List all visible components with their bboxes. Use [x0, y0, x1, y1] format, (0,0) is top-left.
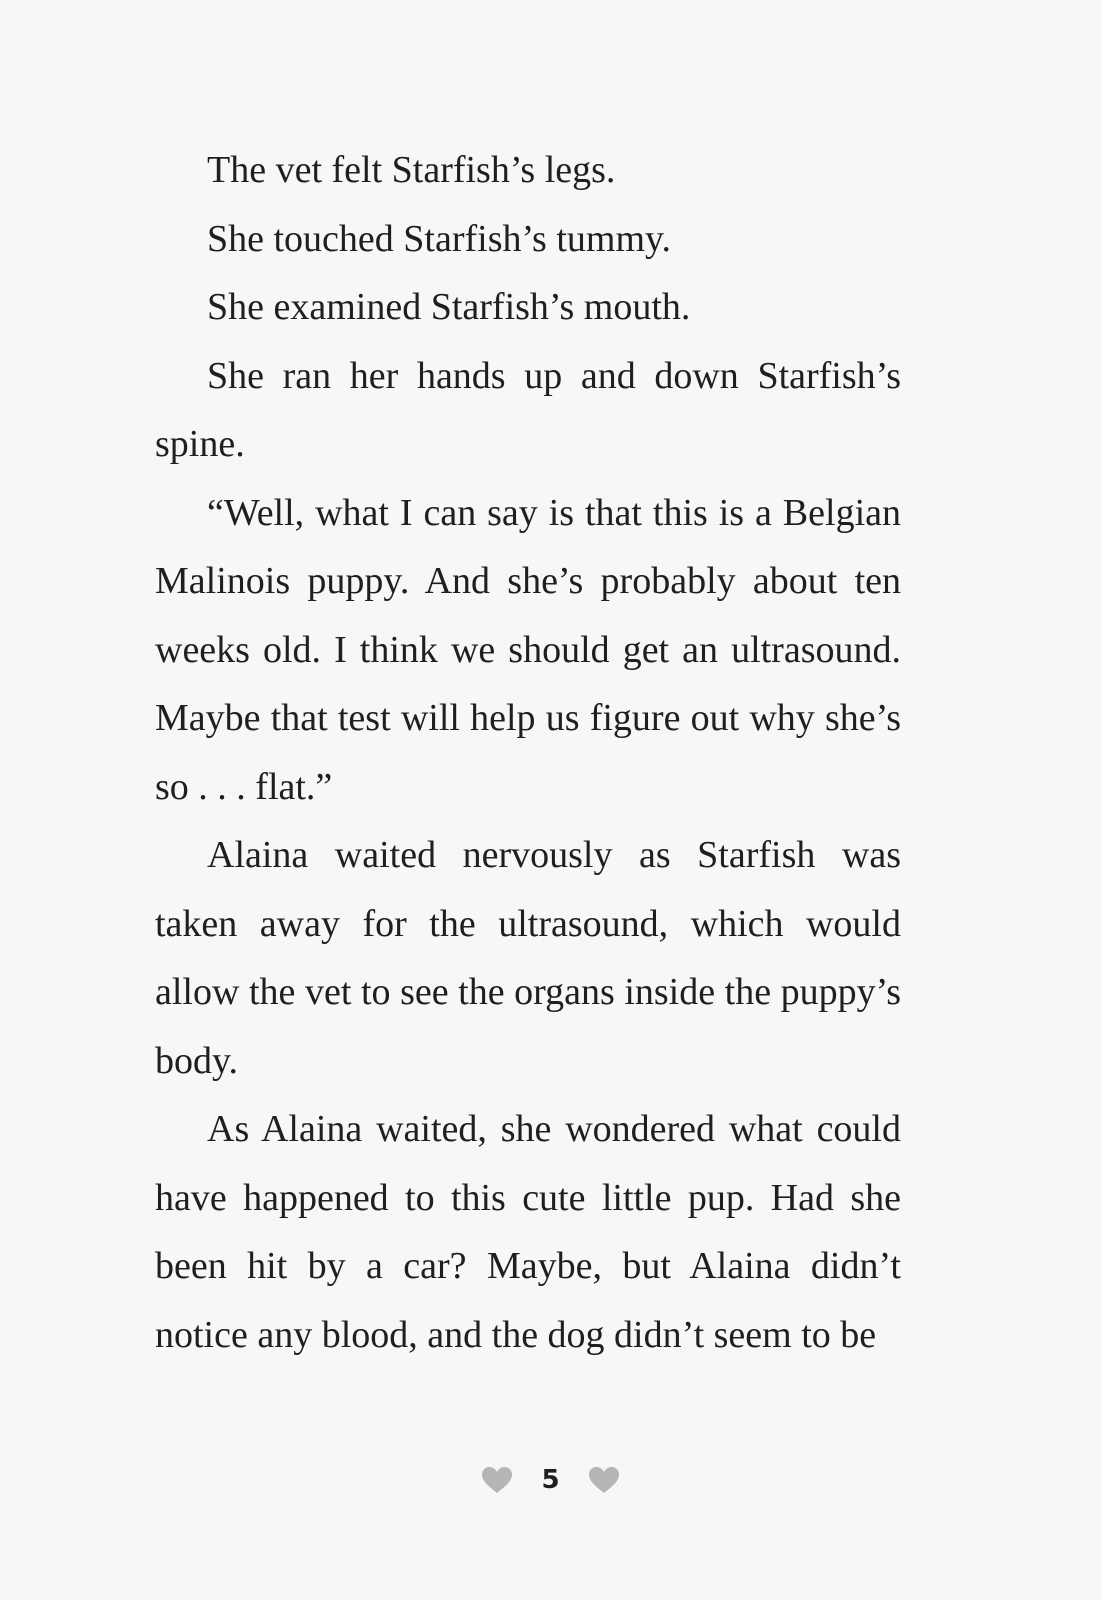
paragraph-7: As Alaina waited, she wondered what could have happened to this cute little pup. Had she been hit by a car? Maybe, but Alaina didn’t notice any blood, and the dog didn’t seem to be — [155, 1108, 901, 1356]
heart-icon — [588, 1466, 620, 1494]
page-footer — [0, 1460, 1101, 1500]
paragraph-1: The vet felt Starfish’s legs. — [207, 149, 616, 191]
paragraph-5: “Well, what I can say is that this is a Belgian Malinois puppy. And she’s probably about ten weeks old. I think we should get an ultrasound. Maybe that test will help us figure out why she’s so . . . flat.” — [155, 491, 901, 808]
heart-icon — [481, 1466, 513, 1494]
body-text — [155, 136, 901, 1369]
paragraph-6: Alaina waited nervously as Starfish was taken away for the ultrasound, which would allow the vet to see the organs inside the puppy’s body. — [155, 834, 901, 1082]
paragraph-2: She touched Starfish’s tummy. — [207, 217, 672, 260]
paragraph-3: She examined Starfish’s mouth. — [207, 286, 691, 328]
paragraph-4: She ran her hands up and down Starfish’s spine. — [155, 354, 901, 465]
page-number: 5 — [541, 1465, 560, 1495]
